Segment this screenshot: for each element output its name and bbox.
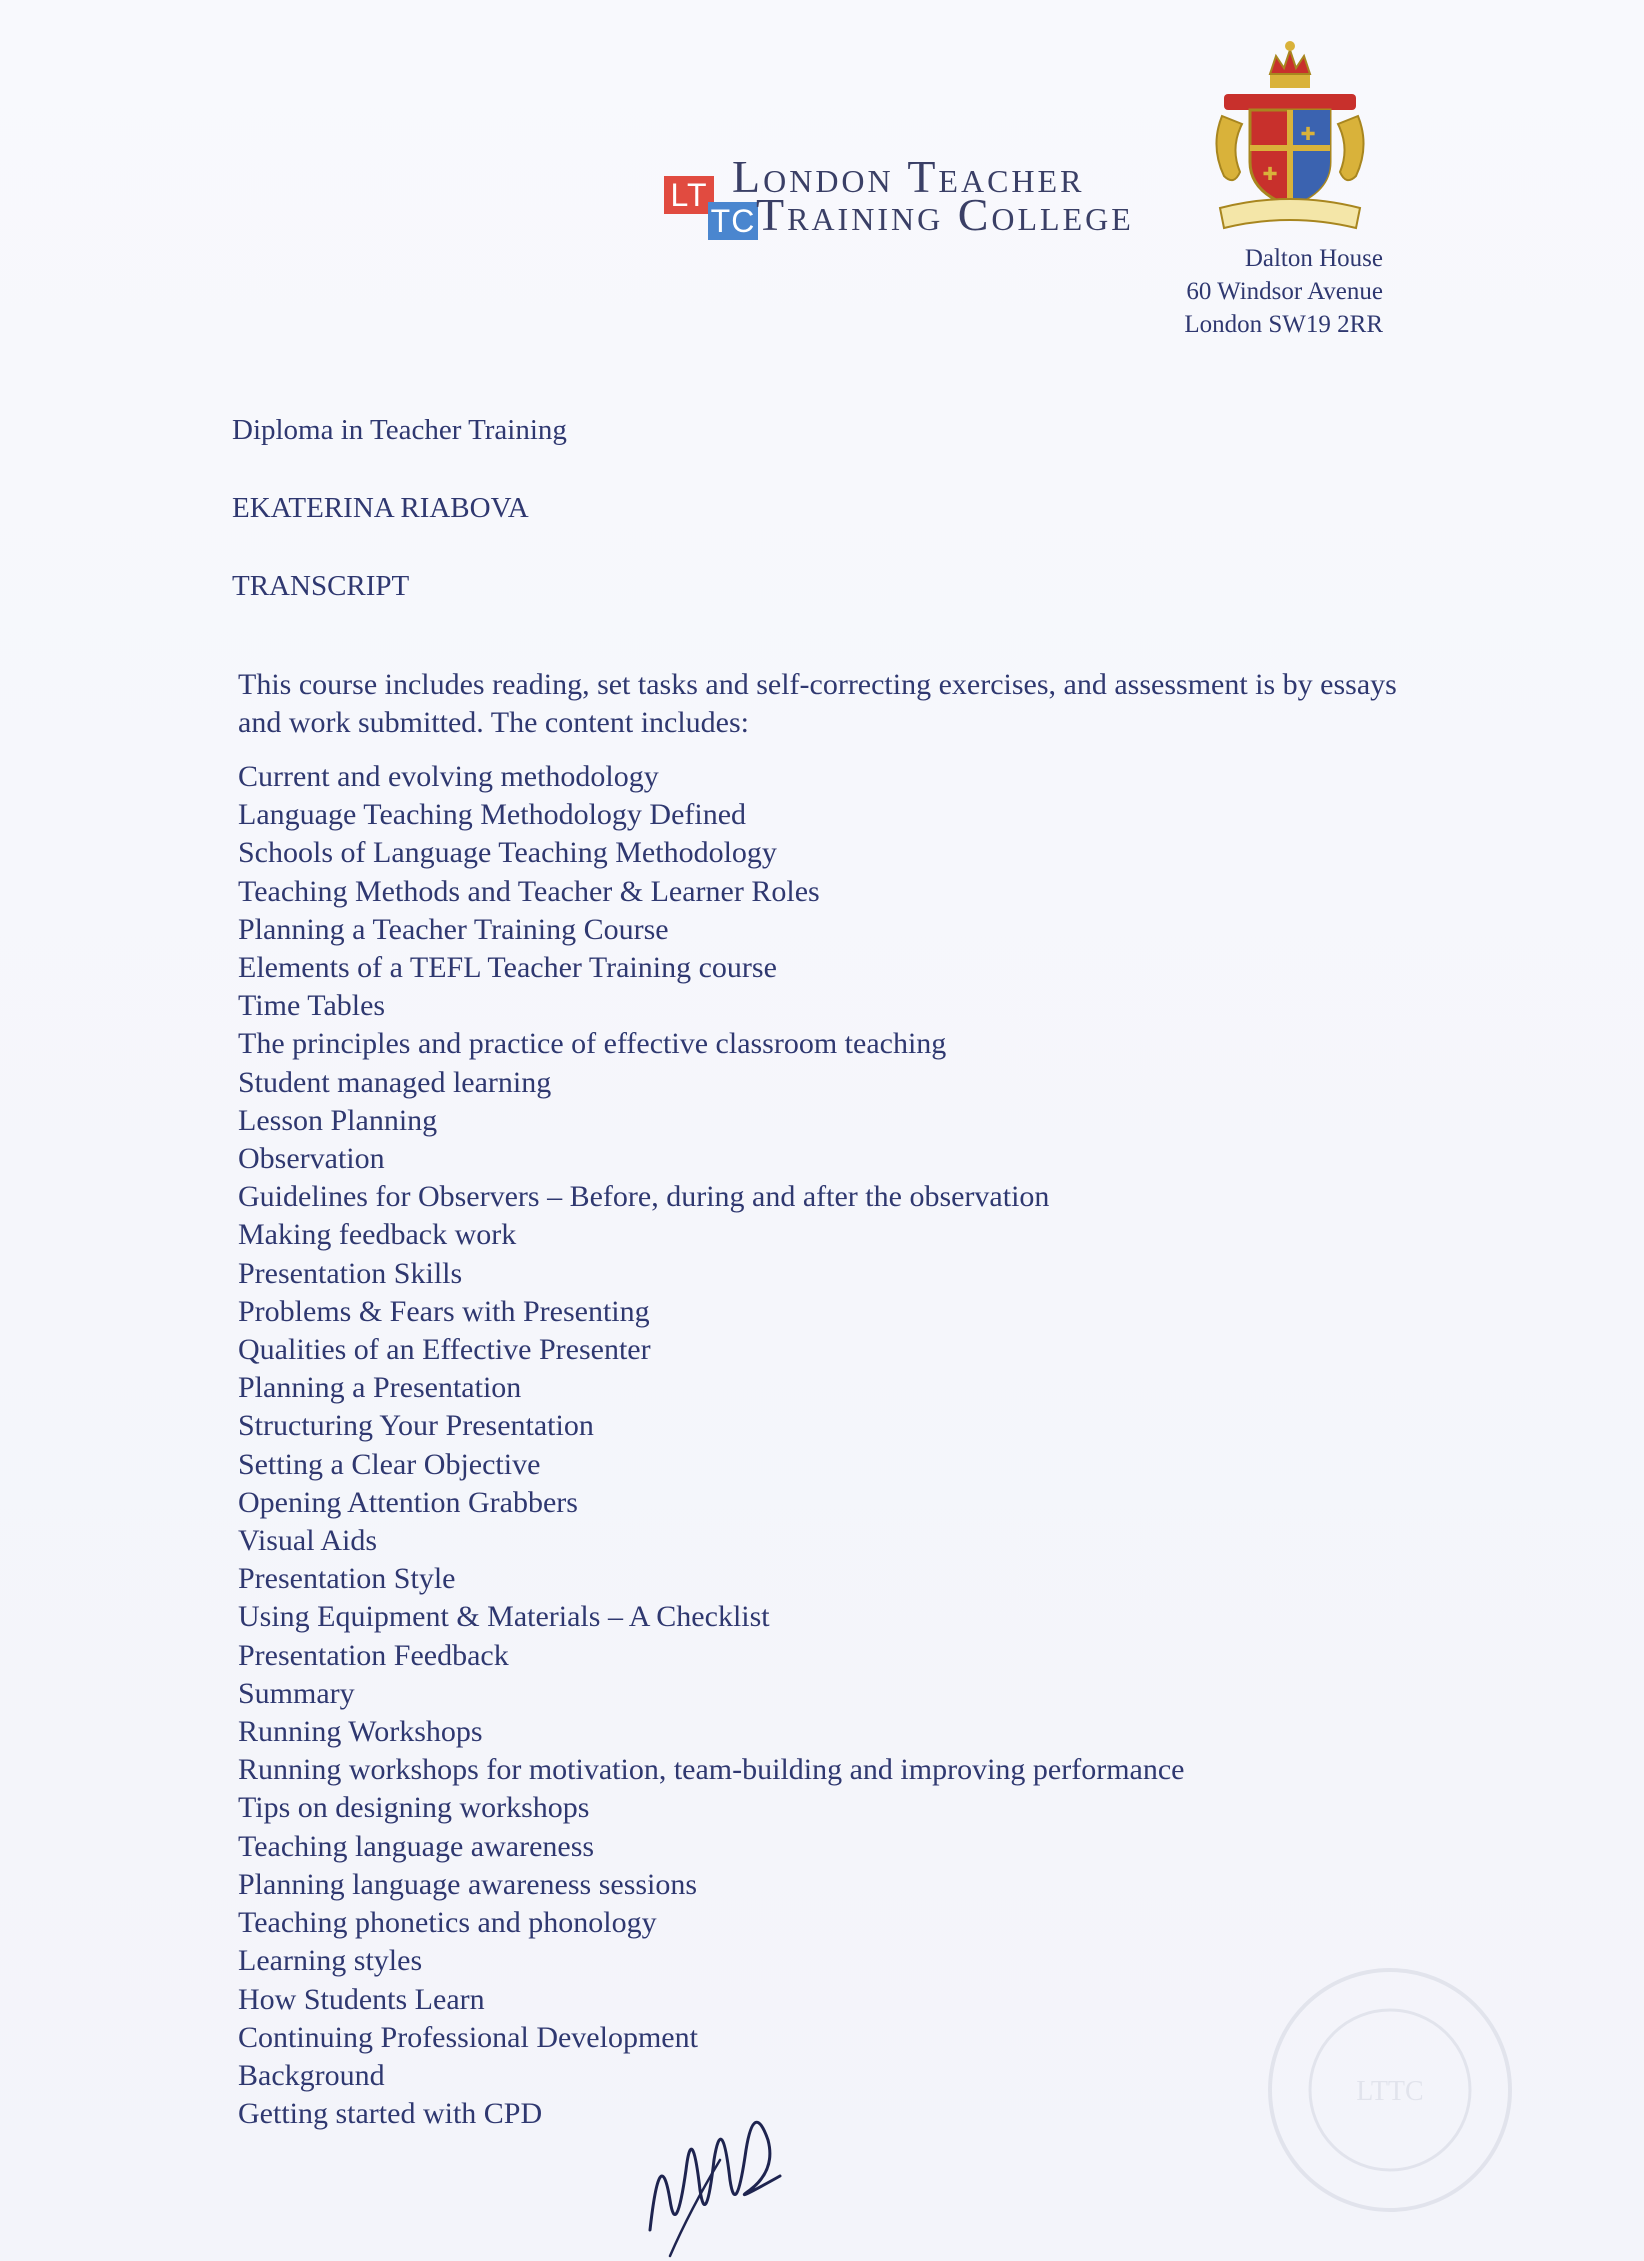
- logo-badge-lt: LT: [664, 176, 714, 214]
- topic-item: Presentation Skills: [238, 1256, 463, 1290]
- topic-item: Observation: [238, 1142, 385, 1176]
- signature-icon: [630, 2080, 810, 2260]
- topic-item: Presentation Feedback: [238, 1638, 509, 1672]
- topic-item: Summary: [238, 1676, 355, 1710]
- logo-badge-tc: TC: [708, 202, 758, 240]
- coat-of-arms-icon: [1200, 36, 1380, 236]
- topic-item: Teaching Methods and Teacher & Learner Roles: [238, 874, 820, 908]
- topic-item: Setting a Clear Objective: [238, 1447, 541, 1481]
- topic-item: Learning styles: [238, 1944, 423, 1978]
- topic-item: Visual Aids: [238, 1524, 378, 1558]
- topic-item: Structuring Your Presentation: [238, 1409, 594, 1443]
- topic-item: Current and evolving methodology: [238, 760, 659, 793]
- topic-item: Planning a Presentation: [238, 1371, 522, 1405]
- address-line-3: London SW19 2RR: [1184, 311, 1383, 338]
- topic-item: Teaching language awareness: [238, 1829, 595, 1863]
- topic-item: Running Workshops: [238, 1715, 483, 1749]
- topic-item: Presentation Style: [238, 1562, 456, 1596]
- topic-item: Lesson Planning: [238, 1103, 438, 1137]
- college-seal-icon: [1260, 1960, 1520, 2220]
- topic-item: Teaching phonetics and phonology: [238, 1906, 657, 1940]
- college-name-line1: London Teacher: [732, 151, 1085, 202]
- svg-text:✚: ✚: [1262, 164, 1278, 184]
- college-address: [1184, 242, 1383, 341]
- address-line-2: 60 Windsor Avenue: [1186, 278, 1383, 305]
- svg-text:✚: ✚: [1300, 124, 1316, 144]
- topic-item: Tips on designing workshops: [238, 1791, 590, 1825]
- topic-item: Continuing Professional Development: [238, 2020, 698, 2054]
- topic-item: Problems & Fears with Presenting: [238, 1294, 650, 1328]
- topic-item: Qualities of an Effective Presenter: [238, 1333, 651, 1367]
- topic-item: How Students Learn: [238, 1982, 485, 2016]
- topic-item: Getting started with CPD: [238, 2097, 543, 2131]
- topic-item: Planning language awareness sessions: [238, 1867, 698, 1901]
- topic-item: Background: [238, 2058, 385, 2092]
- topic-item: Guidelines for Observers – Before, during and after the observation: [238, 1180, 1050, 1214]
- address-line-1: Dalton House: [1244, 245, 1383, 272]
- topic-item: Student managed learning: [238, 1065, 552, 1099]
- topic-item: The principles and practice of effective classroom teaching: [238, 1027, 947, 1061]
- svg-text:LTTC: LTTC: [1356, 2076, 1424, 2107]
- topic-item: Making feedback work: [238, 1218, 517, 1252]
- topic-item: Schools of Language Teaching Methodology: [238, 836, 777, 870]
- topic-list: [238, 758, 1185, 2133]
- document-type: TRANSCRIPT: [232, 570, 410, 602]
- topic-item: Running workshops for motivation, team-building and improving performance: [238, 1753, 1185, 1787]
- intro-paragraph: This course includes reading, set tasks and self-correcting exercises, and assessment is by essays and work submitted. The content includes:: [238, 668, 1397, 739]
- topic-item: Planning a Teacher Training Course: [238, 912, 669, 946]
- topic-item: Time Tables: [238, 989, 386, 1023]
- college-logo: [664, 146, 1204, 246]
- college-name-line2: Training College: [756, 189, 1134, 240]
- topic-item: Elements of a TEFL Teacher Training course: [238, 951, 777, 985]
- topic-item: Using Equipment & Materials – A Checklist: [238, 1600, 770, 1634]
- topic-item: Opening Attention Grabbers: [238, 1485, 578, 1519]
- student-name: EKATERINA RIABOVA: [232, 492, 529, 524]
- course-title: Diploma in Teacher Training: [232, 414, 567, 446]
- topic-item: Language Teaching Methodology Defined: [238, 798, 747, 832]
